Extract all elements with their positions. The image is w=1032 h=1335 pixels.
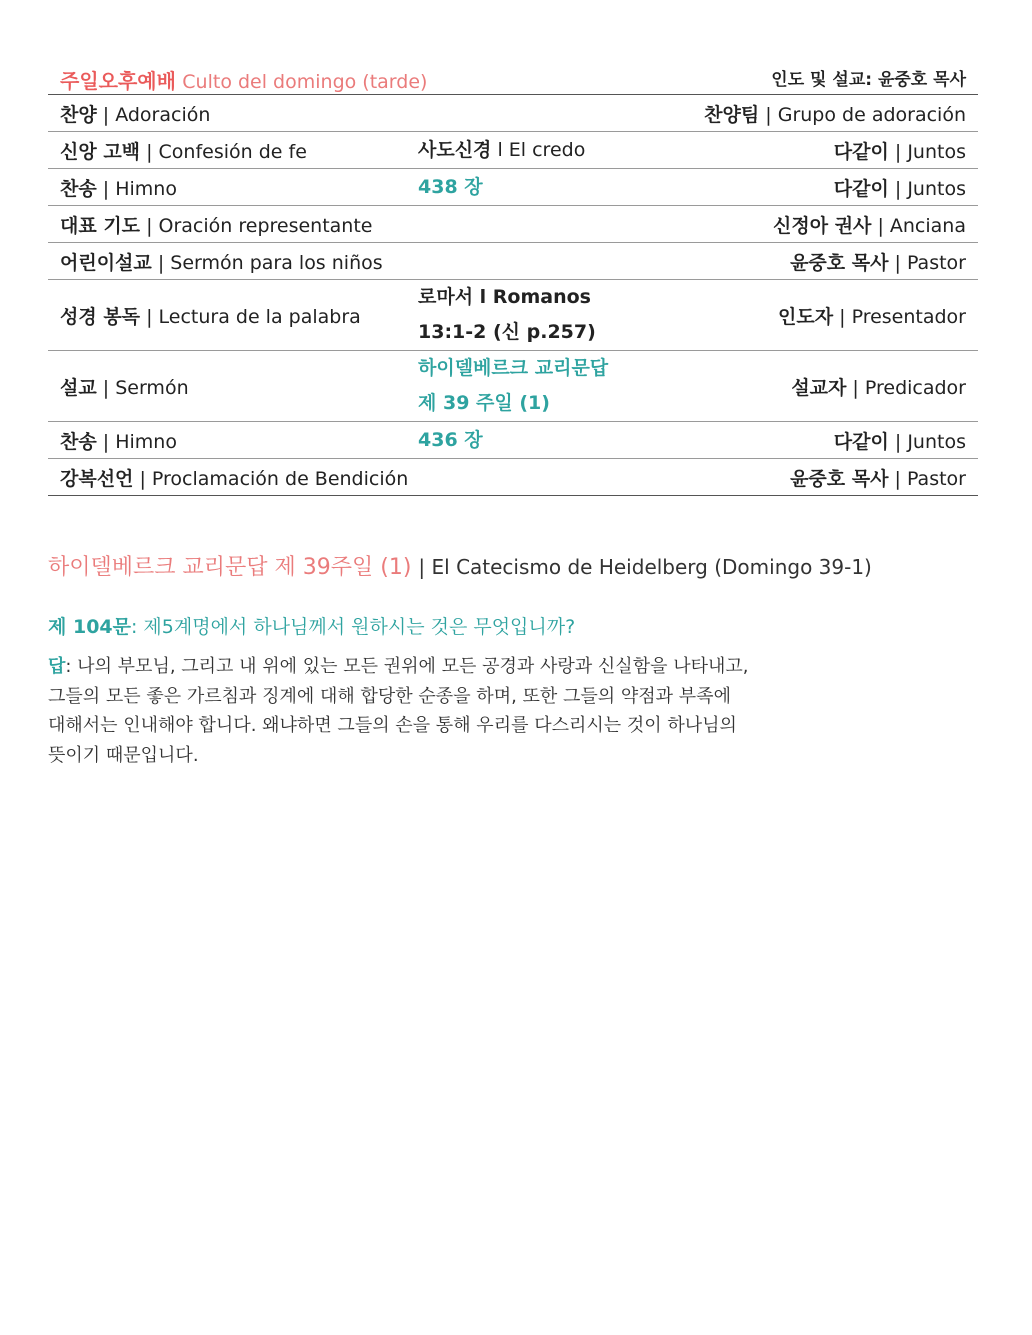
order-leader-ko: 설교자	[791, 376, 847, 399]
order-row-adoration	[48, 95, 978, 132]
order-row-benediction	[48, 459, 978, 495]
scripture-book: 로마서 l Romanos	[418, 286, 591, 308]
order-item-es: | Proclamación de Bendición	[139, 467, 409, 490]
order-leader	[678, 427, 966, 454]
order-leader	[678, 100, 966, 127]
order-item-es: | Oración representante	[146, 214, 373, 237]
service-title-ko: 주일오후예배	[60, 69, 176, 93]
order-item-es: | Himno	[102, 430, 177, 453]
order-item-es: | Confesión de fe	[146, 140, 307, 163]
order-row-confession	[48, 132, 978, 169]
order-leader-es: | Predicador	[852, 376, 966, 399]
order-leader	[678, 174, 966, 201]
order-detail-es: l El credo	[497, 138, 586, 161]
order-item-ko: 찬송	[60, 177, 97, 200]
order-row-prayer	[48, 206, 978, 243]
order-leader-es: | Juntos	[894, 430, 966, 453]
order-leader-es: | Pastor	[894, 251, 966, 274]
worship-order-section	[48, 52, 978, 496]
order-row-reading	[48, 280, 978, 351]
order-row-children-sermon	[48, 243, 978, 280]
order-item-ko: 신앙 고백	[60, 140, 141, 163]
order-leader-ko: 다같이	[833, 140, 889, 163]
order-item-es: | Sermón	[102, 376, 189, 399]
question-text: : 제5계명에서 하나님께서 원하시는 것은 무엇입니까?	[130, 616, 576, 638]
order-leader-ko: 윤중호 목사	[790, 251, 889, 274]
order-item-ko: 찬양	[60, 103, 97, 126]
hymn-number: 436 장	[418, 428, 483, 451]
order-item-ko: 성경 봉독	[60, 305, 141, 328]
order-item	[60, 427, 418, 454]
order-item	[60, 373, 418, 400]
order-item	[60, 464, 418, 491]
order-leader	[678, 464, 966, 491]
order-detail-ko: 사도신경	[418, 138, 492, 161]
sermon-topic-line2: 제 39 주일 (1)	[418, 392, 550, 414]
catechism-title-ko: 하이델베르크 교리문답 제 39주일 (1)	[48, 555, 412, 580]
answer-line	[48, 652, 808, 682]
order-item-ko: 대표 기도	[60, 214, 141, 237]
order-leader-ko: 찬양팀	[704, 103, 760, 126]
order-item	[60, 137, 418, 164]
order-leader	[678, 248, 966, 275]
hymn-number: 438 장	[418, 175, 483, 198]
answer-text: : 나의 부모님, 그리고 내 위에 있는 모든 권위에 모든 공경과 사랑과 신실함을 나타내고,	[65, 656, 749, 677]
order-leader-es: | Grupo de adoración	[765, 103, 966, 126]
order-item-es: | Adoración	[102, 103, 211, 126]
sermon-topic	[418, 351, 678, 421]
order-leader-ko: 다같이	[833, 430, 889, 453]
service-leader: 인도 및 설교: 윤중호 목사	[771, 70, 966, 90]
order-leader-es: | Juntos	[894, 140, 966, 163]
order-item-ko: 어린이설교	[60, 251, 152, 274]
order-item	[60, 211, 418, 238]
catechism-question	[48, 612, 575, 639]
answer-line: 뜻이기 때문입니다.	[48, 744, 199, 766]
order-item-ko: 강복선언	[60, 467, 134, 490]
catechism-answer	[48, 652, 808, 770]
order-leader-es: | Anciana	[877, 214, 966, 237]
order-leader-ko: 윤중호 목사	[790, 467, 889, 490]
order-leader-es: | Presentador	[839, 305, 966, 328]
sermon-topic-line1: 하이델베르크 교리문답	[418, 357, 609, 379]
order-row-sermon	[48, 351, 978, 422]
order-item	[60, 174, 418, 201]
order-row-hymn-1	[48, 169, 978, 206]
order-item-es: | Sermón para los niños	[157, 251, 383, 274]
order-leader	[678, 302, 966, 329]
catechism-title-es: | El Catecismo de Heidelberg (Domingo 39-1)	[418, 555, 872, 579]
answer-line: 그들의 모든 좋은 가르침과 징계에 대해 합당한 순종을 하며, 또한 그들의 약점과 부족에	[48, 685, 731, 707]
catechism-title	[48, 550, 872, 581]
order-leader	[678, 211, 966, 238]
order-item	[60, 248, 418, 275]
question-label: 제 104문	[48, 616, 131, 638]
order-row-hymn-2	[48, 422, 978, 459]
service-title	[60, 65, 427, 94]
order-item-ko: 찬송	[60, 430, 97, 453]
order-leader-es: | Juntos	[894, 177, 966, 200]
order-leader-ko: 다같이	[833, 177, 889, 200]
order-leader-ko: 인도자	[778, 305, 834, 328]
order-item-ko: 설교	[60, 376, 97, 399]
order-item	[60, 302, 418, 329]
scripture-verse: 13:1-2 (신 p.257)	[418, 321, 596, 343]
answer-line: 대해서는 인내해야 합니다. 왜냐하면 그들의 손을 통해 우리를 다스리시는 것이 하나님의	[48, 715, 737, 736]
order-leader-es: | Pastor	[894, 467, 966, 490]
scripture-reference	[418, 280, 678, 350]
order-item	[60, 100, 418, 127]
answer-label: 답	[48, 656, 66, 677]
order-item-es: | Lectura de la palabra	[146, 305, 361, 328]
order-leader	[678, 373, 966, 400]
order-item-es: | Himno	[102, 177, 177, 200]
order-leader-ko: 신정아 권사	[773, 214, 872, 237]
service-title-es: Culto del domingo (tarde)	[182, 71, 428, 93]
order-detail	[418, 133, 678, 168]
order-table	[48, 94, 978, 496]
order-leader	[678, 137, 966, 164]
service-header	[48, 52, 978, 94]
